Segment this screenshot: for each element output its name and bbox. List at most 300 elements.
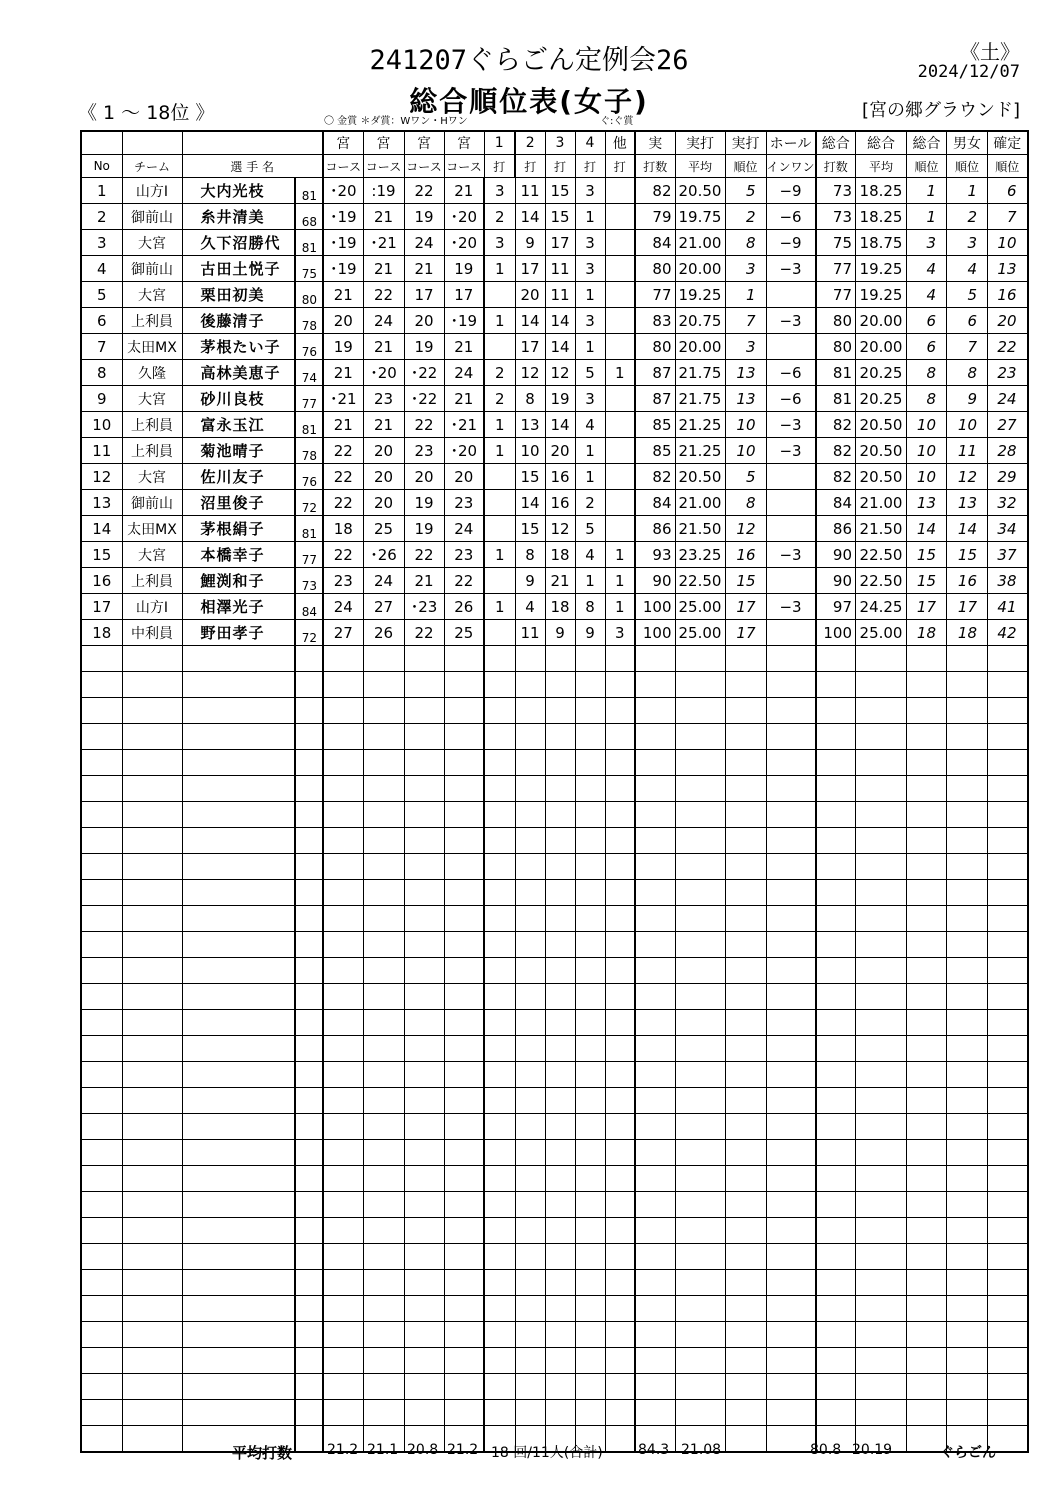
table-cell: 17 xyxy=(725,594,766,620)
table-cell: 中利員 xyxy=(122,620,182,646)
table-cell: 19.25 xyxy=(856,256,907,282)
table-cell: 21.75 xyxy=(675,386,725,412)
table-cell: ･21 xyxy=(323,386,363,412)
table-cell: 8 xyxy=(515,386,545,412)
table-cell: 4 xyxy=(575,542,605,568)
table-cell: 15 xyxy=(907,568,947,594)
table-cell: 82 xyxy=(816,412,856,438)
table-cell: 21 xyxy=(323,282,363,308)
table-cell: 24 xyxy=(988,386,1028,412)
table-cell: 21 xyxy=(323,360,363,386)
table-cell: 21 xyxy=(363,204,404,230)
table-row xyxy=(81,282,1028,308)
table-cell: 6 xyxy=(988,178,1028,204)
empty-row xyxy=(81,880,1028,906)
header-cell: 宮 xyxy=(363,131,404,155)
table-cell: 4 xyxy=(947,256,988,282)
table-cell: 5 xyxy=(725,464,766,490)
table-cell: 16 xyxy=(545,490,575,516)
header-cell: 3 xyxy=(545,131,575,155)
header-cell: 宮 xyxy=(323,131,363,155)
table-cell: 7 xyxy=(988,204,1028,230)
table-row xyxy=(81,230,1028,256)
table-cell: 77 xyxy=(816,256,856,282)
empty-row xyxy=(81,1088,1028,1114)
table-cell: ･21 xyxy=(363,230,404,256)
table-cell: 100 xyxy=(635,594,675,620)
table-cell: 81 xyxy=(295,412,323,438)
table-cell: 大宮 xyxy=(122,386,182,412)
table-cell: 15 xyxy=(515,516,545,542)
header-cell: 平均 xyxy=(856,155,907,178)
table-cell: 84 xyxy=(635,490,675,516)
table-cell: 16 xyxy=(81,568,122,594)
venue: [宮の郷グラウンド] xyxy=(861,100,1020,121)
table-cell: 81 xyxy=(816,360,856,386)
table-cell: 23 xyxy=(444,490,484,516)
table-cell: 大宮 xyxy=(122,230,182,256)
table-cell: 41 xyxy=(988,594,1028,620)
table-cell: 11 xyxy=(545,282,575,308)
table-cell: 21 xyxy=(323,412,363,438)
header-cell: インワン xyxy=(766,155,816,178)
table-cell: 2 xyxy=(484,204,515,230)
table-cell: 19.25 xyxy=(856,282,907,308)
table-cell: 12 xyxy=(545,516,575,542)
header-cell: 順位 xyxy=(907,155,947,178)
table-cell: 21 xyxy=(444,334,484,360)
table-row xyxy=(81,464,1028,490)
table-cell: 5 xyxy=(725,178,766,204)
table-row xyxy=(81,360,1028,386)
table-cell: 24 xyxy=(444,516,484,542)
table-cell: 15 xyxy=(545,178,575,204)
table-cell: 75 xyxy=(816,230,856,256)
table-cell: 4 xyxy=(907,256,947,282)
table-cell: 37 xyxy=(988,542,1028,568)
table-cell: ･19 xyxy=(323,204,363,230)
table-cell: 25.00 xyxy=(856,620,907,646)
table-cell: ･19 xyxy=(323,256,363,282)
table-cell xyxy=(484,620,515,646)
table-cell: −3 xyxy=(766,542,816,568)
table-cell xyxy=(766,282,816,308)
table-cell: 山方Ⅰ xyxy=(122,178,182,204)
footer-label: 平均打数 xyxy=(232,1444,293,1462)
table-cell: 1 xyxy=(605,542,635,568)
empty-row xyxy=(81,1192,1028,1218)
award-legend: 〇 金賞 ＊ダ賞：Wワン・Hワン xyxy=(324,116,468,127)
table-cell: 11 xyxy=(515,620,545,646)
table-cell: 81 xyxy=(295,516,323,542)
table-cell: 18 xyxy=(323,516,363,542)
table-cell: 5 xyxy=(947,282,988,308)
table-cell: 8 xyxy=(725,490,766,516)
table-cell xyxy=(605,464,635,490)
empty-row xyxy=(81,958,1028,984)
table-cell: 12 xyxy=(81,464,122,490)
header-cell: 打 xyxy=(545,155,575,178)
empty-row xyxy=(81,932,1028,958)
table-cell: 20.50 xyxy=(856,438,907,464)
table-cell: 84 xyxy=(816,490,856,516)
table-cell: 1 xyxy=(575,464,605,490)
table-cell: −9 xyxy=(766,230,816,256)
table-cell: 13 xyxy=(515,412,545,438)
table-cell: 5 xyxy=(81,282,122,308)
table-cell: 7 xyxy=(725,308,766,334)
table-cell: 20.00 xyxy=(675,334,725,360)
table-cell: 12 xyxy=(947,464,988,490)
table-cell: 4 xyxy=(81,256,122,282)
empty-row xyxy=(81,724,1028,750)
table-cell: 22 xyxy=(404,620,444,646)
table-cell: 20.00 xyxy=(675,256,725,282)
table-cell: 9 xyxy=(515,230,545,256)
table-row xyxy=(81,308,1028,334)
table-cell: ･19 xyxy=(323,230,363,256)
table-cell: 24 xyxy=(404,230,444,256)
table-row xyxy=(81,594,1028,620)
empty-row xyxy=(81,1036,1028,1062)
table-cell: 15 xyxy=(907,542,947,568)
table-cell xyxy=(605,438,635,464)
table-cell: 糸井清美 xyxy=(182,204,295,230)
table-cell: 23 xyxy=(988,360,1028,386)
table-cell: ･26 xyxy=(363,542,404,568)
table-cell: 1 xyxy=(81,178,122,204)
table-cell: 2 xyxy=(575,490,605,516)
header-row xyxy=(81,155,1028,178)
table-cell: 74 xyxy=(295,360,323,386)
header-cell xyxy=(81,131,122,155)
table-cell: 15 xyxy=(725,568,766,594)
table-cell xyxy=(605,204,635,230)
table-cell: 1 xyxy=(575,204,605,230)
table-cell: 14 xyxy=(545,334,575,360)
table-cell: 24 xyxy=(444,360,484,386)
table-cell: 8 xyxy=(907,360,947,386)
table-cell: 26 xyxy=(444,594,484,620)
table-cell: 御前山 xyxy=(122,204,182,230)
table-cell: 20.50 xyxy=(856,464,907,490)
table-cell: 16 xyxy=(947,568,988,594)
header-cell: 総合 xyxy=(907,131,947,155)
header-cell: 1 xyxy=(484,131,515,155)
table-cell: 15 xyxy=(81,542,122,568)
header-cell: 実打 xyxy=(675,131,725,155)
table-cell: 3 xyxy=(575,386,605,412)
table-cell xyxy=(605,386,635,412)
table-cell: 22 xyxy=(444,568,484,594)
ranking-table xyxy=(80,130,1029,1453)
table-cell: 93 xyxy=(635,542,675,568)
table-cell: 77 xyxy=(635,282,675,308)
table-cell: 8 xyxy=(725,230,766,256)
table-cell: 21 xyxy=(404,256,444,282)
table-cell xyxy=(766,464,816,490)
header-cell: 打 xyxy=(515,155,545,178)
table-cell: 20 xyxy=(363,490,404,516)
header-cell: 順位 xyxy=(725,155,766,178)
empty-row xyxy=(81,854,1028,880)
table-cell: 1 xyxy=(907,204,947,230)
table-cell: 90 xyxy=(816,568,856,594)
table-cell: 24 xyxy=(363,308,404,334)
table-cell: 上利員 xyxy=(122,412,182,438)
table-row xyxy=(81,568,1028,594)
table-cell: 1 xyxy=(484,594,515,620)
empty-row xyxy=(81,906,1028,932)
header-cell: 順位 xyxy=(947,155,988,178)
header-cell: 実 xyxy=(635,131,675,155)
table-cell: 大宮 xyxy=(122,464,182,490)
empty-row xyxy=(81,1348,1028,1374)
table-cell: 81 xyxy=(295,230,323,256)
table-cell: 砂川良枝 xyxy=(182,386,295,412)
empty-row xyxy=(81,1218,1028,1244)
rank-range: 《 1 ～ 18位 》 xyxy=(78,102,215,124)
table-cell: 菊池晴子 xyxy=(182,438,295,464)
table-cell: 6 xyxy=(907,308,947,334)
table-cell: 11 xyxy=(515,178,545,204)
footer-strokes: 84.3 xyxy=(638,1442,670,1458)
header-cell: コース xyxy=(404,155,444,178)
table-cell: 15 xyxy=(947,542,988,568)
table-cell: :19 xyxy=(363,178,404,204)
table-cell: 2 xyxy=(725,204,766,230)
header-cell: 打数 xyxy=(816,155,856,178)
table-cell: 13 xyxy=(907,490,947,516)
table-cell: 9 xyxy=(545,620,575,646)
table-cell: 19 xyxy=(404,204,444,230)
table-cell: 3 xyxy=(725,334,766,360)
table-cell: 19.25 xyxy=(675,282,725,308)
table-cell: 20 xyxy=(404,308,444,334)
table-cell: 34 xyxy=(988,516,1028,542)
table-cell: 3 xyxy=(575,230,605,256)
table-cell: 富永玉江 xyxy=(182,412,295,438)
table-cell: 6 xyxy=(947,308,988,334)
table-cell: 10 xyxy=(907,464,947,490)
table-cell: 22 xyxy=(363,282,404,308)
table-cell: 6 xyxy=(907,334,947,360)
table-cell: 3 xyxy=(81,230,122,256)
table-cell: 17 xyxy=(404,282,444,308)
table-cell: 18 xyxy=(907,620,947,646)
table-cell: 77 xyxy=(295,542,323,568)
table-cell: 茅根絹子 xyxy=(182,516,295,542)
header-cell: 総合 xyxy=(816,131,856,155)
table-cell: 73 xyxy=(295,568,323,594)
table-cell: 24.25 xyxy=(856,594,907,620)
table-cell xyxy=(766,334,816,360)
table-cell: 3 xyxy=(575,308,605,334)
table-cell xyxy=(766,568,816,594)
table-cell: 3 xyxy=(947,230,988,256)
table-cell: 19 xyxy=(404,490,444,516)
table-cell: 15 xyxy=(515,464,545,490)
header-cell: 打数 xyxy=(635,155,675,178)
table-cell: 19 xyxy=(404,516,444,542)
table-cell: −3 xyxy=(766,438,816,464)
table-cell: 8 xyxy=(575,594,605,620)
table-cell: ･22 xyxy=(404,386,444,412)
header-cell: コース xyxy=(444,155,484,178)
table-cell: 20 xyxy=(404,464,444,490)
table-cell: 21 xyxy=(363,334,404,360)
table-cell: 17 xyxy=(545,230,575,256)
table-cell: 21 xyxy=(444,178,484,204)
empty-row xyxy=(81,1322,1028,1348)
table-cell: ･22 xyxy=(404,360,444,386)
table-cell: −3 xyxy=(766,308,816,334)
header-cell: 4 xyxy=(575,131,605,155)
table-cell: 14 xyxy=(81,516,122,542)
table-cell: 20 xyxy=(363,464,404,490)
table-cell xyxy=(766,516,816,542)
table-cell: 1 xyxy=(605,594,635,620)
table-cell: 10 xyxy=(81,412,122,438)
table-cell: 22 xyxy=(404,178,444,204)
header-cell: 平均 xyxy=(675,155,725,178)
table-cell: 1 xyxy=(484,412,515,438)
empty-row xyxy=(81,750,1028,776)
table-cell: 22.50 xyxy=(856,568,907,594)
table-cell: 23 xyxy=(404,438,444,464)
table-cell: 77 xyxy=(816,282,856,308)
table-cell: 20.75 xyxy=(675,308,725,334)
table-cell: 3 xyxy=(484,230,515,256)
table-cell: 82 xyxy=(816,438,856,464)
table-cell: 14 xyxy=(515,204,545,230)
table-cell: 上利員 xyxy=(122,308,182,334)
table-cell: 6 xyxy=(81,308,122,334)
table-cell: ･19 xyxy=(444,308,484,334)
table-cell: 86 xyxy=(635,516,675,542)
table-cell: 68 xyxy=(295,204,323,230)
table-cell: 9 xyxy=(515,568,545,594)
table-cell: 19 xyxy=(323,334,363,360)
table-cell: 80 xyxy=(295,282,323,308)
table-row xyxy=(81,516,1028,542)
table-cell: 18.25 xyxy=(856,178,907,204)
table-cell: 2 xyxy=(484,386,515,412)
table-cell: 21.75 xyxy=(675,360,725,386)
table-cell: 21.00 xyxy=(675,490,725,516)
table-cell: 83 xyxy=(635,308,675,334)
table-cell: ･20 xyxy=(444,438,484,464)
table-row xyxy=(81,256,1028,282)
table-cell xyxy=(605,334,635,360)
table-cell: 20 xyxy=(444,464,484,490)
table-cell: 山方Ⅰ xyxy=(122,594,182,620)
table-cell: 21 xyxy=(444,386,484,412)
table-cell: 10 xyxy=(988,230,1028,256)
table-cell: 2 xyxy=(81,204,122,230)
table-cell: 17 xyxy=(81,594,122,620)
table-cell: 22.50 xyxy=(675,568,725,594)
table-cell: 17 xyxy=(515,256,545,282)
table-cell: −6 xyxy=(766,360,816,386)
table-cell: 11 xyxy=(545,256,575,282)
table-row xyxy=(81,542,1028,568)
table-cell: ･20 xyxy=(444,204,484,230)
table-cell: −3 xyxy=(766,594,816,620)
table-cell: 22.50 xyxy=(856,542,907,568)
table-cell: 20 xyxy=(545,438,575,464)
table-cell: 23 xyxy=(444,542,484,568)
table-cell: 1 xyxy=(575,282,605,308)
footer-total-average: 20.19 xyxy=(852,1442,893,1458)
table-cell: 76 xyxy=(295,464,323,490)
table-cell: 82 xyxy=(635,178,675,204)
day-of-week: 《土》 xyxy=(960,40,1020,64)
table-cell: 1 xyxy=(947,178,988,204)
table-cell: 19 xyxy=(404,334,444,360)
table-cell: 23 xyxy=(363,386,404,412)
table-cell: 茅根たい子 xyxy=(182,334,295,360)
table-cell: 80 xyxy=(635,334,675,360)
table-cell: 22 xyxy=(404,412,444,438)
table-cell: 5 xyxy=(575,360,605,386)
table-cell: 1 xyxy=(484,542,515,568)
table-cell: 11 xyxy=(947,438,988,464)
table-cell: 80 xyxy=(635,256,675,282)
header-cell: 順位 xyxy=(988,155,1028,178)
header-cell: 総合 xyxy=(856,131,907,155)
table-cell: 73 xyxy=(816,178,856,204)
table-cell: 81 xyxy=(816,386,856,412)
table-cell: 16 xyxy=(988,282,1028,308)
table-cell: 21.25 xyxy=(675,412,725,438)
table-cell: 久隆 xyxy=(122,360,182,386)
table-cell: −6 xyxy=(766,204,816,230)
event-date: 2024/12/07 xyxy=(917,62,1020,82)
table-cell: 75 xyxy=(295,256,323,282)
table-cell: 野田孝子 xyxy=(182,620,295,646)
table-cell: 9 xyxy=(81,386,122,412)
empty-row xyxy=(81,1400,1028,1426)
table-cell: ･20 xyxy=(363,360,404,386)
header-cell: 宮 xyxy=(444,131,484,155)
table-cell: 御前山 xyxy=(122,490,182,516)
empty-row xyxy=(81,802,1028,828)
table-cell: 17 xyxy=(947,594,988,620)
footer-total-strokes: 80.8 xyxy=(810,1442,842,1458)
table-cell: 25.00 xyxy=(675,620,725,646)
table-cell: 14 xyxy=(515,308,545,334)
table-cell: ･21 xyxy=(444,412,484,438)
table-cell: 太田MX xyxy=(122,516,182,542)
header-cell: コース xyxy=(323,155,363,178)
table-cell: 14 xyxy=(545,412,575,438)
table-cell: 76 xyxy=(295,334,323,360)
table-cell: 19 xyxy=(545,386,575,412)
table-cell: 27 xyxy=(323,620,363,646)
table-cell: 77 xyxy=(295,386,323,412)
table-row xyxy=(81,178,1028,204)
table-row xyxy=(81,490,1028,516)
table-cell: −3 xyxy=(766,256,816,282)
table-cell: 2 xyxy=(484,360,515,386)
header-cell: 打 xyxy=(575,155,605,178)
table-cell: 1 xyxy=(484,256,515,282)
table-cell: 古田土悦子 xyxy=(182,256,295,282)
table-cell: 21.50 xyxy=(675,516,725,542)
table-cell: 14 xyxy=(515,490,545,516)
table-cell: 25.00 xyxy=(675,594,725,620)
